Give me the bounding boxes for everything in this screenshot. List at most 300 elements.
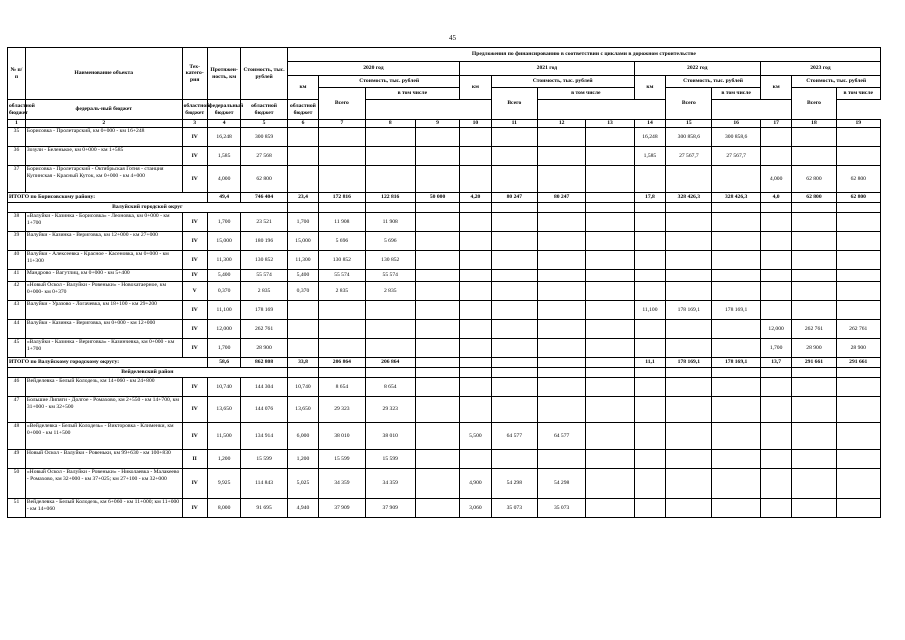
empty-cell: [712, 203, 760, 213]
category: IV: [182, 213, 207, 232]
category: V: [182, 282, 207, 301]
finance-cell: [666, 469, 712, 499]
finance-cell: [634, 270, 666, 282]
hdr-km: км: [634, 76, 666, 100]
finance-cell: 29 323: [365, 397, 415, 423]
finance-cell: 35 073: [537, 499, 585, 518]
finance-cell: 11,300: [287, 251, 319, 270]
finance-cell: [287, 339, 319, 358]
finance-cell: [666, 423, 712, 450]
column-number: 7: [319, 120, 365, 128]
finance-cell: [760, 282, 792, 301]
finance-cell: [634, 320, 666, 339]
finance-cell: [415, 232, 459, 251]
finance-cell: [491, 213, 537, 232]
hdr-federal: федераль-ный бюджет: [25, 100, 182, 120]
finance-cell: [537, 232, 585, 251]
finance-cell: [415, 499, 459, 518]
finance-cell: 11,100: [634, 301, 666, 320]
finance-cell: [537, 320, 585, 339]
empty-cell: [491, 368, 537, 378]
length: 9,925: [207, 469, 241, 499]
finance-cell: [666, 339, 712, 358]
row-number: 39: [8, 232, 26, 251]
finance-cell: [586, 423, 634, 450]
finance-cell: [415, 147, 459, 166]
column-number: 1: [8, 120, 26, 128]
length: 4,000: [207, 166, 241, 193]
finance-cell: [666, 213, 712, 232]
length: 1,700: [207, 213, 241, 232]
cost: 55 574: [241, 270, 287, 282]
empty-cell: [287, 203, 319, 213]
cost: 28 900: [241, 339, 287, 358]
finance-cell: [836, 378, 880, 397]
total-row: [8, 193, 881, 203]
finance-cell: [537, 270, 585, 282]
finance-cell: [586, 166, 634, 193]
category: IV: [182, 339, 207, 358]
row-number: 48: [8, 423, 26, 450]
finance-cell: [287, 147, 319, 166]
finance-cell: 5 696: [319, 232, 365, 251]
object-name: Вейделевка - Белый Колодезь, км 14+060 - км 24+800: [25, 378, 182, 397]
column-number: 2: [25, 120, 182, 128]
length: 11,100: [207, 301, 241, 320]
row-number: 38: [8, 213, 26, 232]
finance-cell: [586, 450, 634, 469]
finance-cell: [634, 499, 666, 518]
page-number: 45: [449, 34, 456, 42]
finance-cell: [792, 232, 836, 251]
finance-cell: [491, 320, 537, 339]
category: IV: [182, 232, 207, 251]
finance-cell: [836, 282, 880, 301]
finance-cell: [836, 499, 880, 518]
finance-cell: [634, 232, 666, 251]
object-name: Борисовка - Пролетарский, км 0+000 - км 16+248: [25, 128, 182, 147]
column-number: 17: [760, 120, 792, 128]
finance-cell: [792, 282, 836, 301]
finance-cell: 15 599: [365, 450, 415, 469]
total-finance-cell: 178 169,1: [712, 358, 760, 368]
finance-cell: 300 858,6: [712, 128, 760, 147]
finance-cell: 5 696: [365, 232, 415, 251]
empty-cell: [712, 368, 760, 378]
finance-cell: [287, 320, 319, 339]
table-row: [8, 339, 881, 358]
finance-cell: 3,060: [460, 499, 492, 518]
length: 11,300: [207, 251, 241, 270]
finance-cell: [792, 251, 836, 270]
finance-cell: [460, 397, 492, 423]
total-finance-cell: 328 426,3: [712, 193, 760, 203]
object-name: «Вейделевка - Белый Колодезь» - Викторовка - Клименки, км 0+000 - км 11+500: [25, 423, 182, 450]
finance-cell: [760, 469, 792, 499]
length: 10,740: [207, 378, 241, 397]
total-cost: 862 808: [241, 358, 287, 368]
cost: 2 835: [241, 282, 287, 301]
cost: 114 843: [241, 469, 287, 499]
total-label: ИТОГО по Борисовскому району:: [8, 193, 208, 203]
empty-cell: [287, 368, 319, 378]
finance-cell: [491, 270, 537, 282]
object-name: «Новый Оскол - Валуйки - Ровеньки» - Николаевка - Малакеево - Ромахово, км 32+000 - км 37+025; км 27+100 - км 32+000: [25, 469, 182, 499]
finance-cell: [491, 166, 537, 193]
total-finance-cell: 291 661: [792, 358, 836, 368]
length: 11,500: [207, 423, 241, 450]
category: IV: [182, 378, 207, 397]
finance-cell: [634, 469, 666, 499]
cost: 27 568: [241, 147, 287, 166]
hdr-year-2020: 2020 год: [287, 62, 459, 76]
row-number: 36: [8, 147, 26, 166]
row-number: 40: [8, 251, 26, 270]
length: 0,370: [207, 282, 241, 301]
finance-cell: [792, 397, 836, 423]
finance-cell: 29 323: [319, 397, 365, 423]
total-finance-cell: [460, 358, 492, 368]
cost: 144 076: [241, 397, 287, 423]
empty-cell: [365, 368, 415, 378]
finance-cell: 5,500: [460, 423, 492, 450]
finance-cell: 8 654: [365, 378, 415, 397]
hdr-total: Всего: [792, 88, 836, 120]
finance-cell: [415, 270, 459, 282]
total-row: [8, 358, 881, 368]
finance-cell: [491, 232, 537, 251]
finance-cell: [537, 213, 585, 232]
category: II: [182, 450, 207, 469]
finance-cell: 6,000: [287, 423, 319, 450]
total-finance-cell: 62 800: [836, 193, 880, 203]
finance-cell: 55 574: [319, 270, 365, 282]
finance-cell: [760, 423, 792, 450]
total-finance-cell: [415, 358, 459, 368]
finance-cell: [415, 320, 459, 339]
category: IV: [182, 251, 207, 270]
finance-cell: 1,585: [634, 147, 666, 166]
category: IV: [182, 147, 207, 166]
finance-cell: [666, 232, 712, 251]
finance-cell: [712, 282, 760, 301]
finance-cell: [712, 378, 760, 397]
table-row: [8, 397, 881, 423]
finance-cell: [586, 147, 634, 166]
finance-cell: [365, 166, 415, 193]
finance-cell: [415, 166, 459, 193]
finance-cell: [586, 339, 634, 358]
finance-cell: [365, 339, 415, 358]
empty-cell: [666, 203, 712, 213]
length: 1,700: [207, 339, 241, 358]
financing-table: [7, 47, 881, 518]
length: 1,585: [207, 147, 241, 166]
finance-cell: 1,700: [760, 339, 792, 358]
empty-cell: [460, 203, 492, 213]
total-finance-cell: 178 169,1: [666, 358, 712, 368]
finance-cell: 4,900: [460, 469, 492, 499]
finance-cell: 27 567,7: [666, 147, 712, 166]
finance-cell: [712, 450, 760, 469]
finance-cell: [287, 301, 319, 320]
finance-cell: [712, 166, 760, 193]
cost: 144 304: [241, 378, 287, 397]
finance-cell: [634, 251, 666, 270]
finance-cell: [666, 320, 712, 339]
column-number: 9: [415, 120, 459, 128]
category: IV: [182, 128, 207, 147]
finance-cell: [365, 128, 415, 147]
row-number: 43: [8, 301, 26, 320]
finance-cell: [415, 213, 459, 232]
section-title: Валуйский городской округ: [8, 203, 288, 213]
finance-cell: 4,940: [287, 499, 319, 518]
empty-cell: [634, 368, 666, 378]
category: IV: [182, 499, 207, 518]
finance-cell: [634, 397, 666, 423]
finance-cell: [666, 397, 712, 423]
finance-cell: [537, 147, 585, 166]
finance-cell: [666, 270, 712, 282]
row-number: 49: [8, 450, 26, 469]
column-number: 16: [712, 120, 760, 128]
finance-cell: [415, 282, 459, 301]
table-row: [8, 270, 881, 282]
total-finance-cell: 50 000: [415, 193, 459, 203]
empty-cell: [415, 203, 459, 213]
empty-cell: [836, 368, 880, 378]
finance-cell: [666, 282, 712, 301]
finance-cell: [712, 232, 760, 251]
total-finance-cell: 4,20: [460, 193, 492, 203]
finance-cell: [666, 450, 712, 469]
finance-cell: [666, 378, 712, 397]
cost: 62 800: [241, 166, 287, 193]
empty-cell: [792, 203, 836, 213]
finance-cell: [491, 147, 537, 166]
table-row: [8, 320, 881, 339]
finance-cell: [586, 378, 634, 397]
column-number: 15: [666, 120, 712, 128]
column-number: 13: [586, 120, 634, 128]
empty-cell: [586, 203, 634, 213]
finance-cell: [365, 320, 415, 339]
finance-cell: [491, 339, 537, 358]
finance-cell: 28 900: [792, 339, 836, 358]
finance-cell: 2 835: [365, 282, 415, 301]
finance-cell: 37 909: [319, 499, 365, 518]
hdr-km: км: [760, 76, 792, 100]
column-number: 18: [792, 120, 836, 128]
finance-cell: [836, 213, 880, 232]
hdr-year-2023: 2023 год: [760, 62, 880, 76]
row-number: 51: [8, 499, 26, 518]
finance-cell: [792, 213, 836, 232]
total-finance-cell: 13,7: [760, 358, 792, 368]
total-finance-cell: 11,1: [634, 358, 666, 368]
finance-cell: 4,000: [760, 166, 792, 193]
total-finance-cell: 17,8: [634, 193, 666, 203]
finance-cell: 35 073: [491, 499, 537, 518]
total-finance-cell: 62 800: [792, 193, 836, 203]
finance-cell: [537, 450, 585, 469]
hdr-km: км: [460, 76, 492, 100]
finance-cell: 64 577: [491, 423, 537, 450]
finance-cell: [537, 397, 585, 423]
empty-cell: [491, 203, 537, 213]
finance-cell: [586, 301, 634, 320]
finance-cell: [287, 166, 319, 193]
finance-cell: [460, 232, 492, 251]
empty-cell: [319, 203, 365, 213]
hdr-cost-sub: Стоимость, тыс. рублей: [491, 76, 634, 88]
finance-cell: [792, 450, 836, 469]
table-row: [8, 282, 881, 301]
empty-cell: [836, 203, 880, 213]
finance-cell: 62 800: [836, 166, 880, 193]
hdr-category: Тех-катего-рия: [182, 48, 207, 100]
finance-cell: 300 858,6: [666, 128, 712, 147]
hdr-incl: в том числе: [365, 88, 460, 100]
hdr-cost-sub: Стоимость, тыс. рублей: [319, 76, 460, 88]
total-finance-cell: 4,0: [760, 193, 792, 203]
object-name: Валуйки - Казинка - Вериговка, км 12+000 - км 27+000: [25, 232, 182, 251]
finance-cell: 130 852: [319, 251, 365, 270]
finance-cell: [319, 128, 365, 147]
finance-cell: [792, 499, 836, 518]
finance-cell: [760, 251, 792, 270]
finance-cell: [634, 378, 666, 397]
cost: 300 859: [241, 128, 287, 147]
finance-cell: [460, 213, 492, 232]
finance-cell: [319, 320, 365, 339]
finance-cell: [712, 320, 760, 339]
finance-cell: [634, 450, 666, 469]
finance-cell: 15 599: [319, 450, 365, 469]
finance-cell: [460, 128, 492, 147]
finance-cell: [415, 301, 459, 320]
table-row: [8, 166, 881, 193]
category: IV: [182, 301, 207, 320]
column-number: 10: [460, 120, 492, 128]
object-name: «Валуйки - Казинка - Вериговка» - Казинчевка, км 0+000 - км 1+700: [25, 339, 182, 358]
finance-cell: [760, 499, 792, 518]
finance-cell: [287, 128, 319, 147]
finance-cell: [415, 378, 459, 397]
finance-cell: [836, 397, 880, 423]
object-name: Зозули - Беленькое, км 0+000 - км 1+585: [25, 147, 182, 166]
object-name: Валуйки - Алексеевка - Красное - Касеновка, км 0+000 - км 11+300: [25, 251, 182, 270]
finance-cell: 262 761: [792, 320, 836, 339]
finance-cell: [586, 128, 634, 147]
finance-cell: [836, 147, 880, 166]
column-number: 14: [634, 120, 666, 128]
total-finance-cell: 206 864: [365, 358, 415, 368]
finance-cell: 37 909: [365, 499, 415, 518]
object-name: Мандрово - Вагутлиц, км 0+000 - км 5+400: [25, 270, 182, 282]
cost: 130 852: [241, 251, 287, 270]
finance-cell: [712, 499, 760, 518]
finance-cell: [365, 147, 415, 166]
row-number: 42: [8, 282, 26, 301]
finance-cell: [537, 282, 585, 301]
finance-cell: 12,000: [760, 320, 792, 339]
finance-cell: [712, 397, 760, 423]
finance-cell: [460, 320, 492, 339]
finance-cell: [491, 397, 537, 423]
finance-cell: [666, 166, 712, 193]
finance-cell: 8 654: [319, 378, 365, 397]
empty-cell: [760, 203, 792, 213]
hdr-name: Наименование объекта: [25, 48, 182, 100]
table-row: [8, 499, 881, 518]
finance-cell: [415, 339, 459, 358]
finance-cell: [415, 128, 459, 147]
row-number: 50: [8, 469, 26, 499]
finance-cell: [634, 166, 666, 193]
finance-cell: [666, 499, 712, 518]
finance-cell: [460, 339, 492, 358]
row-number: 41: [8, 270, 26, 282]
finance-cell: [760, 301, 792, 320]
total-finance-cell: [586, 193, 634, 203]
finance-cell: [792, 128, 836, 147]
finance-cell: [415, 469, 459, 499]
hdr-regional: областной бюджет: [287, 100, 319, 120]
finance-cell: [634, 213, 666, 232]
finance-cell: [415, 397, 459, 423]
finance-cell: [586, 397, 634, 423]
finance-cell: 54 298: [491, 469, 537, 499]
row-number: 44: [8, 320, 26, 339]
row-number: 45: [8, 339, 26, 358]
table-row: [8, 147, 881, 166]
total-finance-cell: 122 816: [365, 193, 415, 203]
finance-cell: [792, 301, 836, 320]
finance-cell: 5,025: [287, 469, 319, 499]
total-cost: 746 404: [241, 193, 287, 203]
hdr-proposals: Предложения по финансированию в соответствии с циклами в дорожном строительстве: [287, 48, 880, 62]
finance-cell: [537, 251, 585, 270]
row-number: 35: [8, 128, 26, 147]
finance-cell: 130 852: [365, 251, 415, 270]
finance-cell: 55 574: [365, 270, 415, 282]
hdr-incl: в том числе: [836, 88, 880, 100]
finance-cell: 15,000: [287, 232, 319, 251]
finance-cell: [491, 282, 537, 301]
finance-cell: [537, 166, 585, 193]
finance-cell: [836, 232, 880, 251]
finance-cell: [760, 232, 792, 251]
finance-cell: [365, 301, 415, 320]
finance-cell: 34 359: [365, 469, 415, 499]
finance-cell: 2 835: [319, 282, 365, 301]
finance-cell: [319, 147, 365, 166]
finance-cell: [491, 251, 537, 270]
finance-cell: [760, 378, 792, 397]
total-label: ИТОГО по Валуйскому городскому округу:: [8, 358, 208, 368]
finance-cell: [491, 378, 537, 397]
column-number: 5: [241, 120, 287, 128]
finance-cell: [415, 450, 459, 469]
cost: 180 196: [241, 232, 287, 251]
finance-cell: 0,370: [287, 282, 319, 301]
object-name: Борисовка - Пролетарский - Октябрьская Готня - станция Купинская - Красный Куток, км 0+000 - км 4+000: [25, 166, 182, 193]
finance-cell: 1,700: [287, 213, 319, 232]
length: 15,000: [207, 232, 241, 251]
hdr-incl: в том числе: [537, 88, 634, 100]
